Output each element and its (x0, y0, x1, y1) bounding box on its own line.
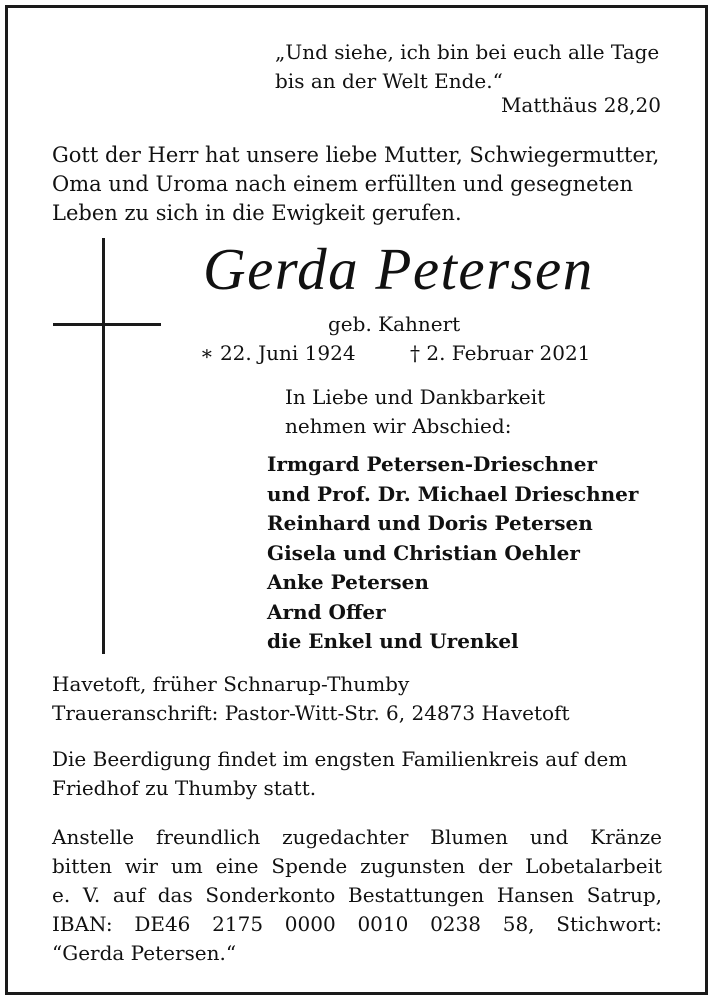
farewell-line-2: nehmen wir Abschied: (285, 414, 512, 438)
quote-reference: Matthäus 28,20 (500, 93, 661, 117)
death-date: † 2. Februar 2021 (410, 341, 591, 365)
mourning-address: Traueranschrift: Pastor-Witt-Str. 6, 24873 Havetoft (52, 701, 570, 725)
funeral-info (52, 745, 662, 803)
intro-line-1: Gott der Herr hat unsere liebe Mutter, Schwiegermutter, (52, 143, 660, 167)
farewell-line-1: In Liebe und Dankbarkeit (285, 385, 546, 409)
birth-name: geb. Kahnert (328, 312, 461, 336)
farewell-text (285, 383, 545, 441)
donation-line-3: e. V. auf das Sonderkonto Bestattungen Hansen Satrup, (52, 883, 662, 907)
mourner: die Enkel und Urenkel (267, 629, 519, 653)
donation-line-2: bitten wir um eine Spende zugunsten der Lobetalarbeit (52, 854, 662, 878)
deceased-name: Gerda Petersen (203, 236, 594, 302)
funeral-line-1: Die Beerdigung findet im engsten Familienkreis auf dem (52, 747, 628, 771)
bible-quote (275, 38, 675, 96)
place-info (52, 670, 569, 728)
intro-line-3: Leben zu sich in die Ewigkeit gerufen. (52, 201, 462, 225)
birth-date: ∗ 22. Juni 1924 (200, 341, 356, 365)
mourners-list (267, 450, 638, 657)
mourner: Arnd Offer (267, 599, 386, 624)
cross-vertical-bar (102, 238, 105, 654)
donation-line-4: IBAN: DE46 2175 0000 0010 0238 58, Stichwort: (52, 912, 662, 936)
cross-horizontal-bar (53, 323, 161, 326)
mourner: Irmgard Petersen-Drieschner (267, 452, 598, 476)
intro-line-2: Oma und Uroma nach einem erfüllten und gesegneten (52, 172, 633, 196)
mourner: Gisela und Christian Oehler (267, 540, 580, 565)
quote-line-2: bis an der Welt Ende.“ (275, 69, 503, 93)
mourner: Anke Petersen (267, 570, 429, 594)
donation-line-1: Anstelle freundlich zugedachter Blumen und Kränze (52, 825, 662, 849)
place-line-1: Havetoft, früher Schnarup-Thumby (52, 672, 410, 696)
donation-info (52, 823, 662, 968)
funeral-line-2: Friedhof zu Thumby statt. (52, 776, 317, 800)
donation-line-5: “Gerda Petersen.“ (52, 941, 237, 965)
mourner: Reinhard und Doris Petersen (267, 511, 593, 535)
mourner: und Prof. Dr. Michael Drieschner (267, 481, 639, 506)
quote-line-1: „Und siehe, ich bin bei euch alle Tage (275, 40, 660, 64)
intro-text (52, 141, 692, 228)
